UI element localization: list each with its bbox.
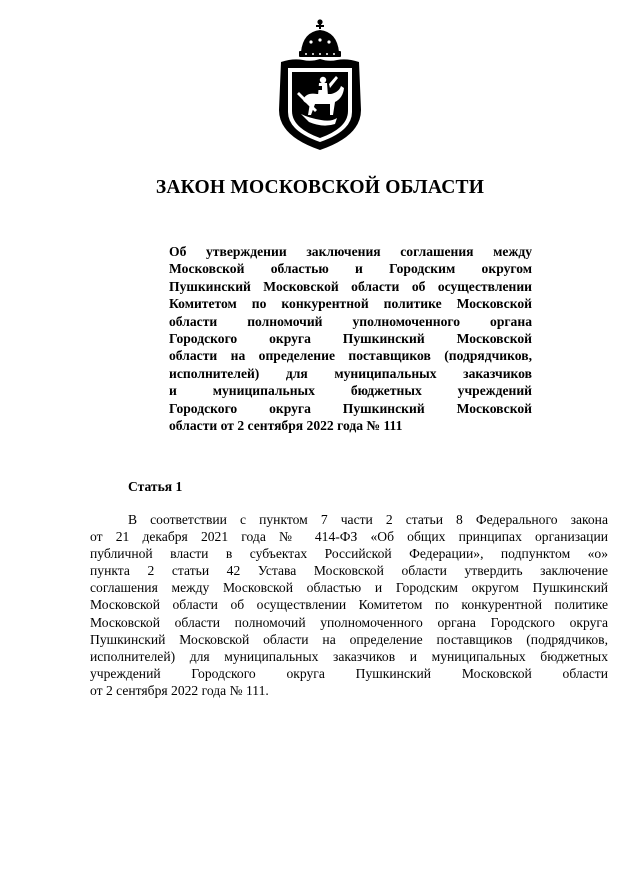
subject-line: Комитетом по конкурентной политике Московской (169, 296, 532, 312)
law-subject (169, 243, 532, 434)
article-line: В соответствии с пунктом 7 части 2 статьи 8 Федерального закона (128, 512, 608, 527)
law-title: ЗАКОН МОСКОВСКОЙ ОБЛАСТИ (155, 177, 485, 198)
article-line: Московской области полномочий уполномоченного органа Городского округа (90, 614, 608, 630)
subject-line: исполнителей) для муниципальных заказчиков (169, 365, 532, 381)
article-line: Московской области об осуществлении Комитетом по конкурентной политике (90, 597, 608, 613)
article-line: от 2 сентября 2022 года № 111. (90, 682, 269, 698)
moscow-oblast-coat-of-arms-icon (273, 18, 367, 154)
subject-line: Об утверждении заключения соглашения между (169, 244, 532, 259)
subject-line: области от 2 сентября 2022 года № 111 (169, 418, 403, 434)
article-line: исполнителей) для муниципальных заказчиков и муниципальных бюджетных (90, 648, 608, 664)
subject-line: области полномочий уполномоченного органа (169, 313, 532, 329)
article-line: Пушкинский Московской области на определение поставщиков (подрядчиков, (90, 631, 608, 647)
article-heading: Статья 1 (128, 479, 183, 494)
article-line: пункта 2 статьи 42 Устава Московской области утвердить заключение (90, 563, 608, 579)
subject-line: Городского округа Пушкинский Московской (169, 331, 532, 347)
subject-line: Городского округа Пушкинский Московской (169, 400, 532, 416)
article-body (90, 511, 608, 699)
article-line: соглашения между Московской областью и Городским округом Пушкинский (90, 580, 608, 596)
subject-line: Московской областью и Городским округом (169, 261, 532, 277)
subject-line: и муниципальных бюджетных учреждений (169, 383, 532, 399)
subject-line: Пушкинский Московской области об осуществлении (169, 278, 532, 294)
article-line: учреждений Городского округа Пушкинский Московской области (90, 665, 608, 681)
subject-line: области на определение поставщиков (подрядчиков, (169, 348, 532, 364)
article-line: от 21 декабря 2021 года № 414-ФЗ «Об общих принципах организации (90, 529, 608, 545)
article-line: публичной власти в субъектах Российской Федерации», подпунктом «о» (90, 546, 608, 562)
